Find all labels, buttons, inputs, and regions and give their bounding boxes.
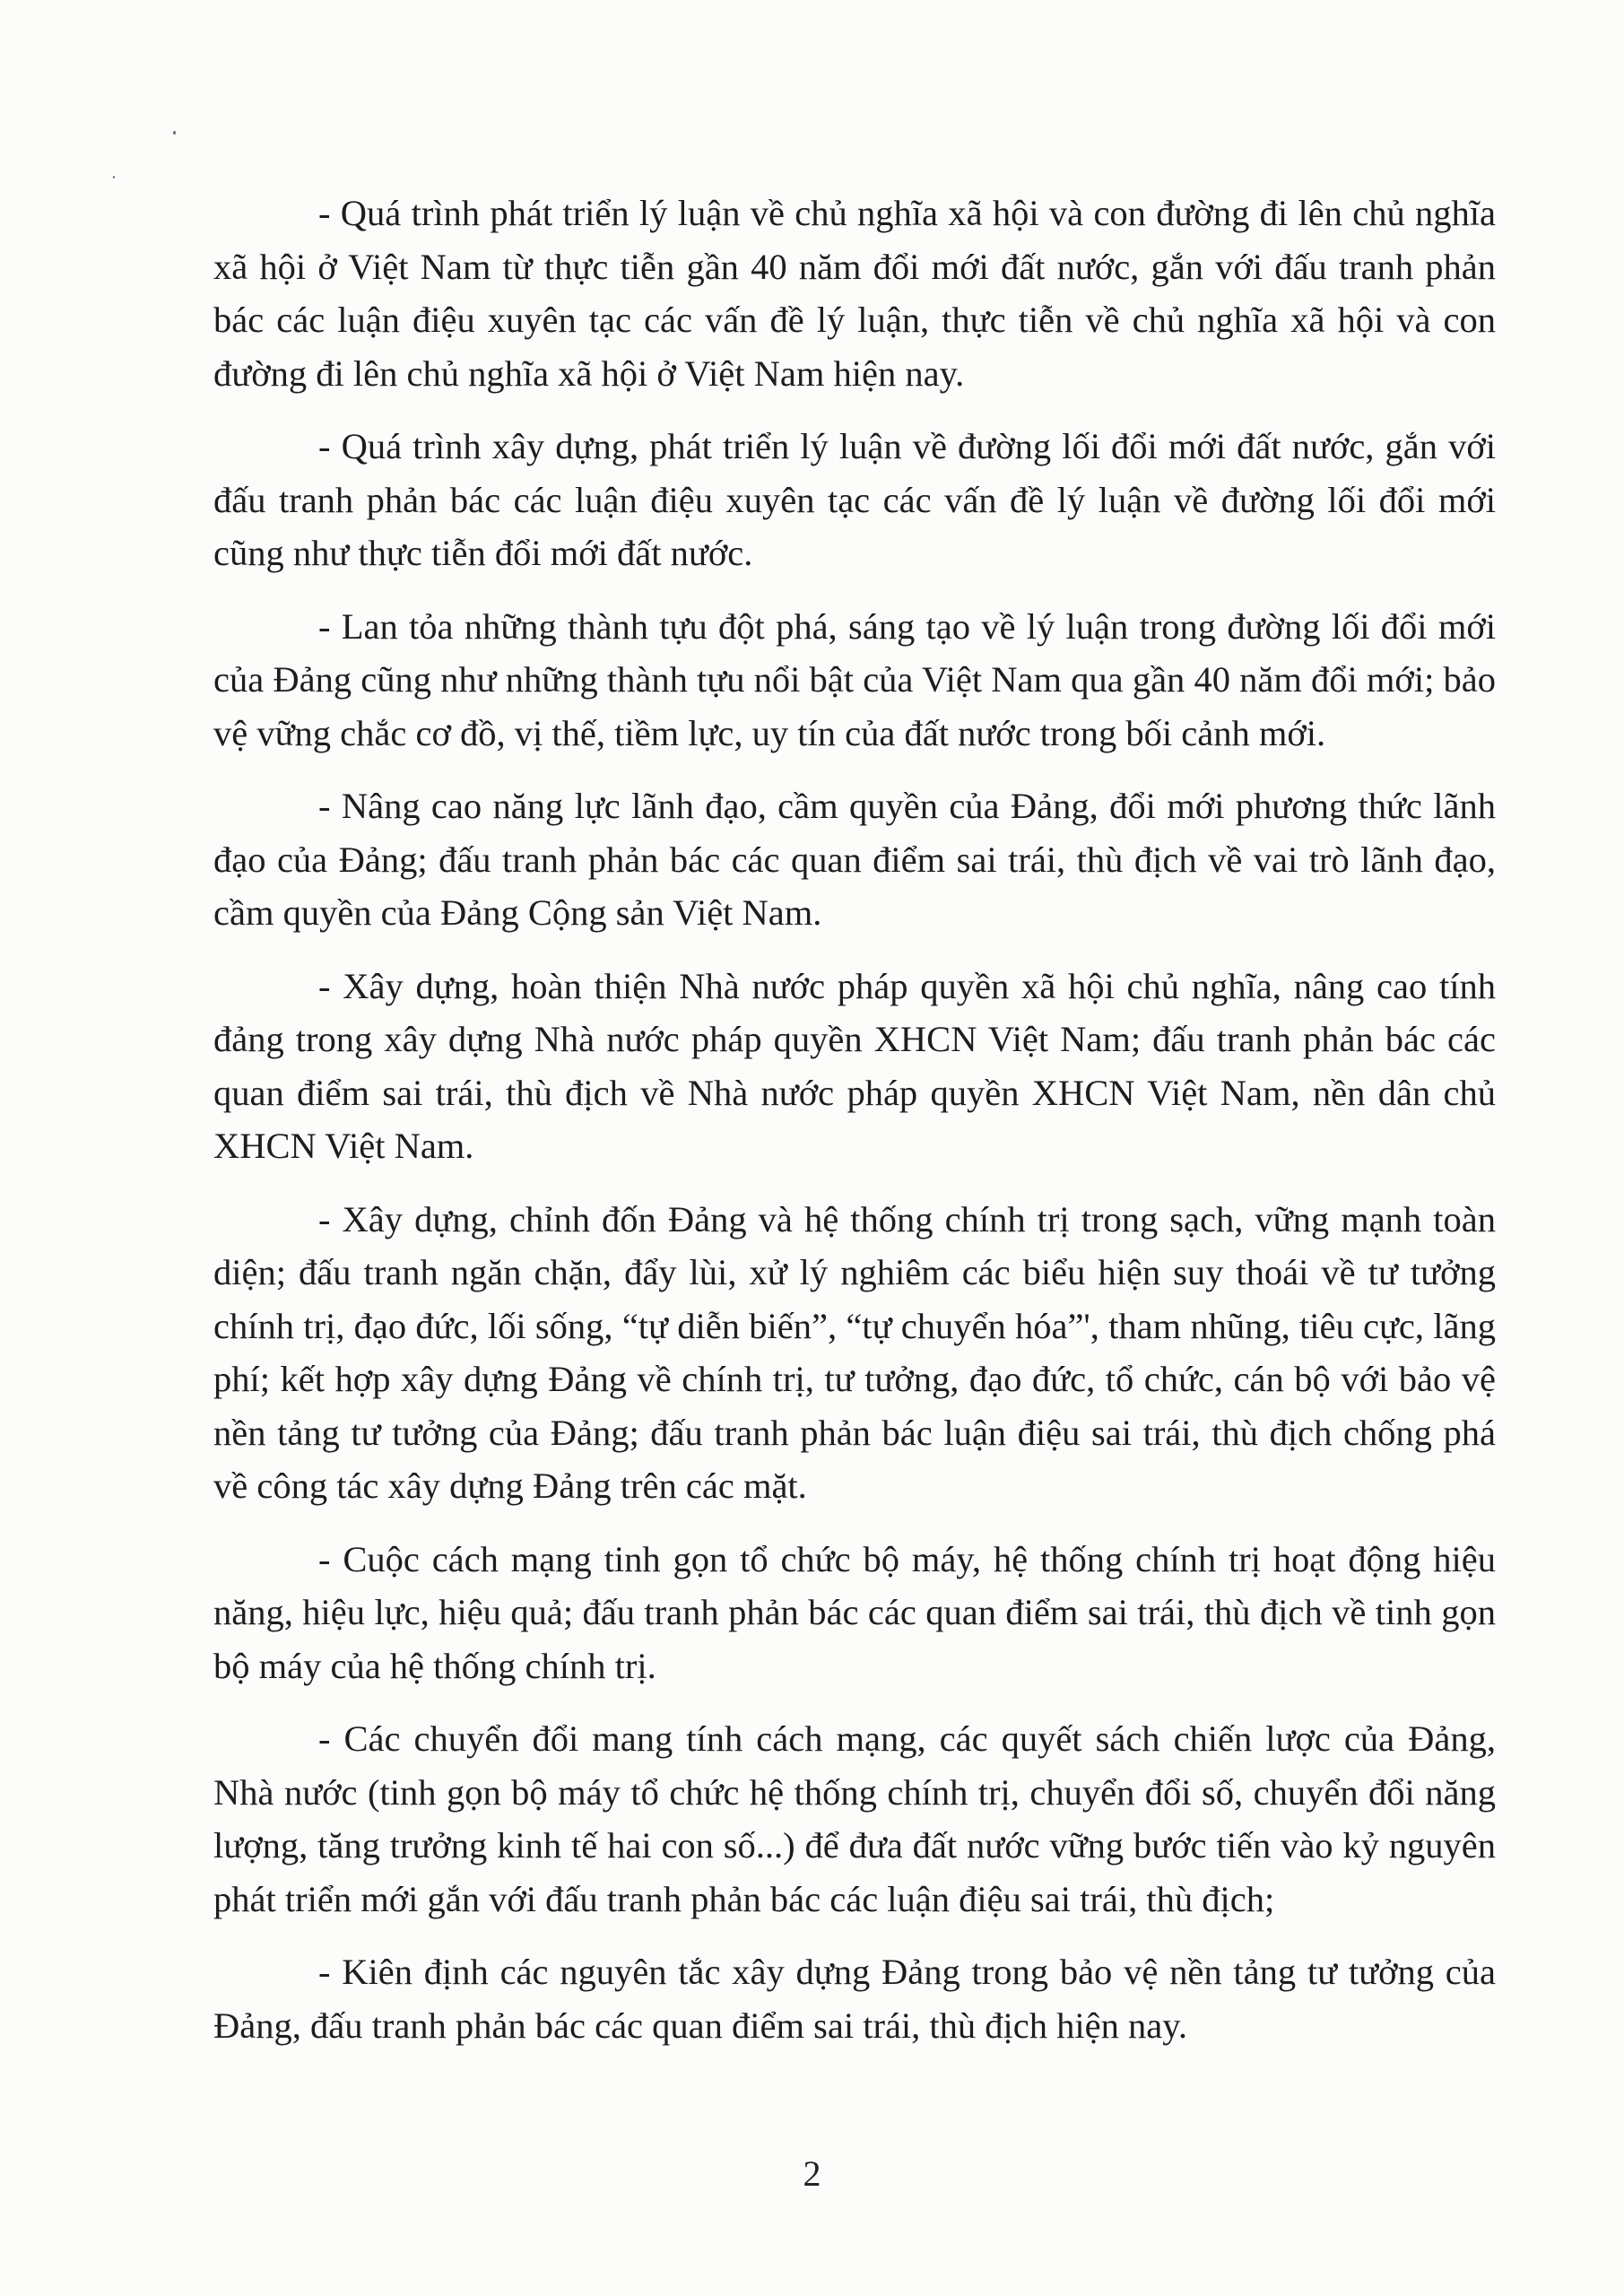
scan-speck — [113, 176, 115, 178]
paragraph: - Xây dựng, chỉnh đốn Đảng và hệ thống chính trị trong sạch, vững mạnh toàn diện; đấu tranh ngăn chặn, đẩy lùi, xử lý nghiêm các biểu hiện suy thoái về tư tưởng chính trị, đạo đức, lối sống, “tự diễn biến”, “tự chuyển hóa”', tham nhũng, tiêu cực, lãng phí; kết hợp xây dựng Đảng về chính trị, tư tưởng, đạo đức, tổ chức, cán bộ với bảo vệ nền tảng tư tưởng của Đảng; đấu tranh phản bác luận điệu sai trái, thù địch chống phá về công tác xây dựng Đảng trên các mặt. — [213, 1198, 1496, 1506]
page-number: 2 — [803, 2153, 821, 2194]
paragraph: - Lan tỏa những thành tựu đột phá, sáng tạo về lý luận trong đường lối đổi mới của Đảng cũng như những thành tựu nổi bật của Việt Nam qua gần 40 năm đổi mới; bảo vệ vững chắc cơ đồ, vị thế, tiềm lực, uy tín của đất nước trong bối cảnh mới. — [213, 605, 1496, 753]
paragraph: - Xây dựng, hoàn thiện Nhà nước pháp quyền xã hội chủ nghĩa, nâng cao tính đảng trong xây dựng Nhà nước pháp quyền XHCN Việt Nam; đấu tranh phản bác các quan điểm sai trái, thù địch về Nhà nước pháp quyền XHCN Việt Nam, nền dân chủ XHCN Việt Nam. — [213, 965, 1496, 1166]
paragraph: - Quá trình xây dựng, phát triển lý luận về đường lối đổi mới đất nước, gắn với đấu tranh phản bác các luận điệu xuyên tạc các vấn đề lý luận về đường lối đổi mới cũng như thực tiễn đổi mới đất nước. — [213, 426, 1496, 573]
paragraph: - Kiên định các nguyên tắc xây dựng Đảng trong bảo vệ nền tảng tư tưởng của Đảng, đấu tranh phản bác các quan điểm sai trái, thù địch hiện nay. — [213, 1952, 1496, 2046]
document-body — [213, 187, 1496, 2072]
paragraph: - Quá trình phát triển lý luận về chủ nghĩa xã hội và con đường đi lên chủ nghĩa xã hội ở Việt Nam từ thực tiễn gần 40 năm đổi mới đất nước, gắn với đấu tranh phản bác các luận điệu xuyên tạc các vấn đề lý luận, thực tiễn về chủ nghĩa xã hội và con đường đi lên chủ nghĩa xã hội ở Việt Nam hiện nay. — [213, 193, 1496, 394]
paragraph: - Các chuyển đổi mang tính cách mạng, các quyết sách chiến lược của Đảng, Nhà nước (tinh gọn bộ máy tổ chức hệ thống chính trị, chuyển đổi số, chuyển đổi năng lượng, tăng trưởng kinh tế hai con số...) để đưa đất nước vững bước tiến vào kỷ nguyên phát triển mới gắn với đấu tranh phản bác các luận điệu sai trái, thù địch; — [213, 1718, 1496, 1919]
paragraph: - Cuộc cách mạng tinh gọn tổ chức bộ máy, hệ thống chính trị hoạt động hiệu năng, hiệu lực, hiệu quả; đấu tranh phản bác các quan điểm sai trái, thù địch về tinh gọn bộ máy của hệ thống chính trị. — [213, 1538, 1496, 1686]
paragraph: - Nâng cao năng lực lãnh đạo, cầm quyền của Đảng, đổi mới phương thức lãnh đạo của Đảng; đấu tranh phản bác các quan điểm sai trái, thù địch về vai trò lãnh đạo, cầm quyền của Đảng Cộng sản Việt Nam. — [213, 786, 1496, 933]
scan-speck — [173, 131, 176, 135]
